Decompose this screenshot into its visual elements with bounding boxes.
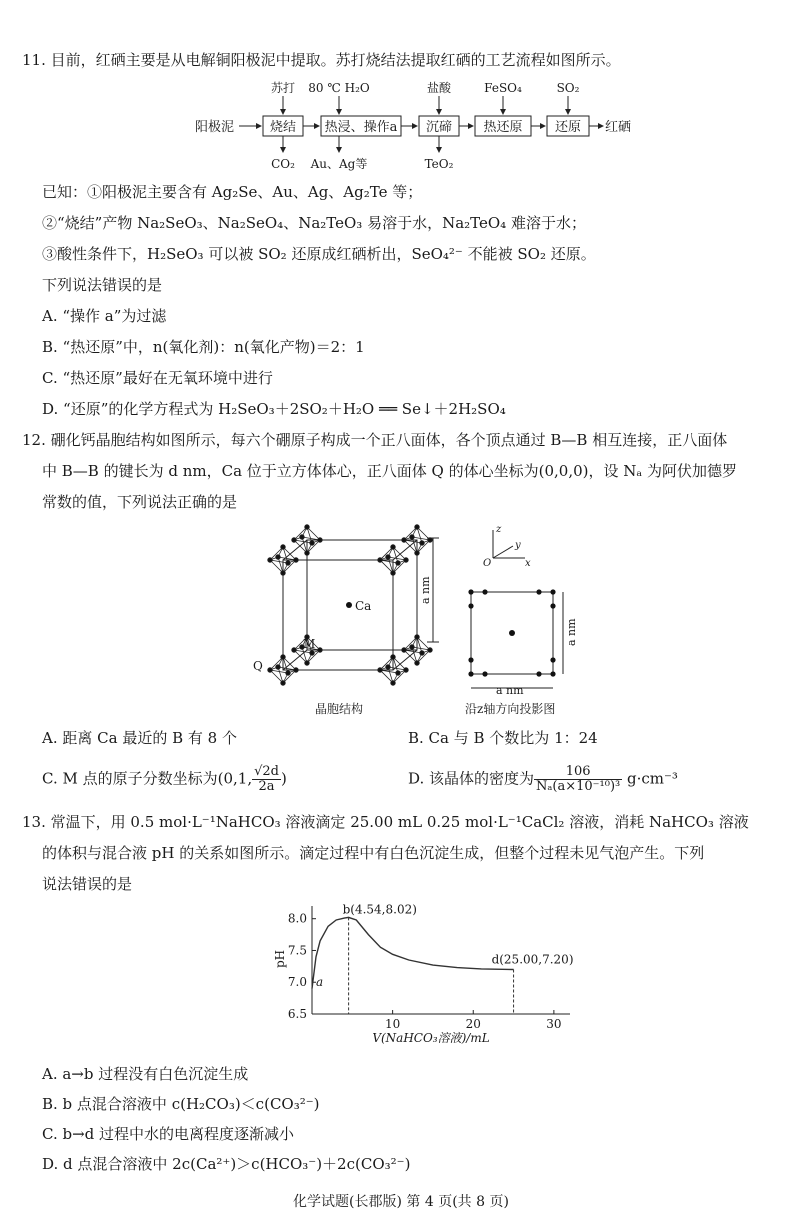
boron-atom <box>378 558 382 562</box>
flow-step-te-precip: 沉碲 <box>425 120 453 135</box>
boron-atom <box>310 541 314 545</box>
q11-option-a: A. “操作 a”为过滤 <box>42 307 167 325</box>
flow-end-label: 红硒 <box>605 120 632 135</box>
q13-stem-3: 说法错误的是 <box>42 875 133 893</box>
flow-input-soda: 苏打 <box>270 81 296 95</box>
flow-step-leach: 热浸、操作a <box>324 120 398 135</box>
boron-atom <box>391 681 395 685</box>
ca-atom <box>346 602 352 608</box>
boron-atom <box>391 655 395 659</box>
q13-option-a: A. a→b 过程没有白色沉淀生成 <box>42 1065 249 1083</box>
q12-option-c <box>42 765 287 794</box>
boron-atom <box>281 545 285 549</box>
projection-boron-atom <box>468 671 473 676</box>
q12-option-b: B. Ca 与 B 个数比为 1：24 <box>408 729 598 747</box>
x-tick-label: 10 <box>384 1017 401 1031</box>
boron-atom <box>318 538 322 542</box>
axis-z-label: z <box>496 524 502 535</box>
boron-atom <box>404 558 408 562</box>
boron-atom <box>391 571 395 575</box>
q13-stem-1: 13. 常温下，用 0.5 mol·L⁻¹NaHCO₃ 溶液滴定 25.00 mL 0.25 mol·L⁻¹CaCl₂ 溶液，消耗 NaHCO₃ 溶液 <box>22 813 749 831</box>
flow-start-label: 阳极泥 <box>195 120 235 135</box>
projection-boron-atom <box>550 603 555 608</box>
q12-option-d-den: Nₐ(a×10⁻¹⁰)³ <box>536 779 621 794</box>
page-footer: 化学试题(长郡版) 第 4 页(共 8 页) <box>293 1194 509 1210</box>
q13-option-d: D. d 点混合溶液中 2c(Ca²⁺)＞c(HCO₃⁻)＋2c(CO₃²⁻) <box>42 1155 411 1173</box>
boron-atom <box>415 635 419 639</box>
flow-output-teo2: TeO₂ <box>424 157 454 171</box>
y-tick-label: 6.5 <box>287 1007 307 1021</box>
boron-atom <box>292 538 296 542</box>
q12-option-c-suffix: ) <box>280 769 287 788</box>
projection-center-atom <box>509 630 515 636</box>
annotation-b: b(4.54,8.02) <box>342 902 417 917</box>
boron-atom <box>268 558 272 562</box>
q12-option-c-prefix: C. M 点的原子分数坐标为(0,1, <box>42 769 253 788</box>
flow-output-au-ag: Au、Ag等 <box>310 157 368 171</box>
boron-atom <box>386 555 390 559</box>
axis-x-label: x <box>525 558 531 569</box>
boron-atom <box>396 671 400 675</box>
q12-stem-3: 常数的值，下列说法正确的是 <box>42 493 238 511</box>
boron-atom <box>276 665 280 669</box>
projection-boron-atom <box>550 671 555 676</box>
boron-atom <box>391 545 395 549</box>
label-a-nm-projection-side: a nm <box>565 618 578 646</box>
boron-atom <box>294 558 298 562</box>
boron-atom <box>281 655 285 659</box>
label-ca: Ca <box>355 599 372 613</box>
projection-boron-atom <box>468 603 473 608</box>
projection-boron-atom <box>468 589 473 594</box>
flow-step-hot-reduce: 热还原 <box>483 120 523 135</box>
boron-atom <box>300 535 304 539</box>
projection-boron-atom <box>536 589 541 594</box>
boron-atom <box>404 668 408 672</box>
boron-atom <box>428 648 432 652</box>
label-a-nm-projection-bottom: a nm <box>496 684 524 697</box>
boron-atom <box>415 661 419 665</box>
q13-option-b: B. b 点混合溶液中 c(H₂CO₃)＜c(CO₃²⁻) <box>42 1095 320 1113</box>
boron-atom <box>268 668 272 672</box>
q12-option-c-den: 2a <box>258 779 275 794</box>
label-m: M <box>303 637 316 651</box>
q11-option-d: D. “还原”的化学方程式为 H₂SeO₃＋2SO₂＋H₂O ══ Se↓＋2H₂SO₄ <box>42 400 506 418</box>
label-q: Q <box>253 659 263 673</box>
y-tick-label: 7.0 <box>287 975 307 990</box>
q11-option-b: B. “热还原”中，n(氧化剂)：n(氧化产物)＝2：1 <box>42 338 365 356</box>
q12-option-d <box>408 765 678 794</box>
q12-option-c-num: √2d <box>254 764 279 779</box>
boron-atom <box>294 668 298 672</box>
boron-atom <box>292 648 296 652</box>
label-a-nm-vertical: a nm <box>419 576 432 604</box>
q11-flowchart <box>195 78 645 174</box>
q12-option-d-suffix: g·cm⁻³ <box>622 769 678 788</box>
flow-input-water: 80 ℃ H₂O <box>308 81 370 95</box>
projection-boron-atom <box>482 671 487 676</box>
q13-ph-chart <box>270 896 580 1046</box>
q13-option-c: C. b→d 过程中水的电离程度逐渐减小 <box>42 1125 295 1143</box>
boron-atom <box>305 551 309 555</box>
boron-atom <box>420 651 424 655</box>
q12-option-d-num: 106 <box>534 765 622 780</box>
q11-known-3: ③酸性条件下，H₂SeO₃ 可以被 SO₂ 还原成红硒析出，SeO₄²⁻ 不能被 SO₂ 还原。 <box>42 245 596 263</box>
ph-curve <box>312 917 514 988</box>
boron-atom <box>386 665 390 669</box>
boron-atom <box>396 561 400 565</box>
q11-known-1: 已知：①阳极泥主要含有 Ag₂Se、Au、Ag、Ag₂Te 等； <box>42 183 423 201</box>
y-tick-label: 8.0 <box>287 911 307 926</box>
q11-stem: 11. 目前，红硒主要是从电解铜阳极泥中提取。苏打烧结法提取红硒的工艺流程如图所示。 <box>22 51 621 69</box>
x-tick-label: 30 <box>546 1017 562 1031</box>
boron-atom <box>415 551 419 555</box>
flow-step-sinter: 烧结 <box>269 120 297 135</box>
flow-step-reduce: 还原 <box>554 120 582 135</box>
q12-option-d-prefix: D. 该晶体的密度为 <box>408 769 535 788</box>
projection-boron-atom <box>468 657 473 662</box>
boron-atom <box>415 525 419 529</box>
q11-ask: 下列说法错误的是 <box>42 276 163 294</box>
flow-input-feso4: FeSO₄ <box>484 81 522 95</box>
boron-atom <box>378 668 382 672</box>
boron-atom <box>402 538 406 542</box>
flow-input-so2: SO₂ <box>556 81 580 95</box>
q12-crystal-figure <box>245 518 585 718</box>
annotation-d: d(25.00,7.20) <box>491 952 574 967</box>
axis-y-label: y <box>515 540 521 551</box>
boron-atom <box>305 525 309 529</box>
flow-output-co2: CO₂ <box>271 157 295 171</box>
flow-input-hcl: 盐酸 <box>426 81 452 95</box>
boron-atom <box>286 671 290 675</box>
projection-boron-atom <box>550 589 555 594</box>
q12-option-a: A. 距离 Ca 最近的 B 有 8 个 <box>42 729 237 747</box>
projection-boron-atom <box>550 657 555 662</box>
axis-origin-label: O <box>483 558 492 569</box>
y-tick-label: 7.5 <box>287 943 307 958</box>
y-axis-label: pH <box>273 949 287 968</box>
x-tick-label: 20 <box>465 1017 481 1031</box>
q11-option-c: C. “热还原”最好在无氧环境中进行 <box>42 369 273 387</box>
q11-known-2: ②“烧结”产物 Na₂SeO₃、Na₂SeO₄、Na₂TeO₃ 易溶于水，Na₂TeO₄ 难溶于水； <box>42 214 586 232</box>
projection-boron-atom <box>482 589 487 594</box>
q12-stem-2: 中 B—B 的键长为 d nm，Ca 位于立方体体心，正八面体 Q 的体心坐标为(0,0,0)，设 Nₐ 为阿伏加德罗 <box>42 462 737 480</box>
boron-atom <box>318 648 322 652</box>
boron-atom <box>420 541 424 545</box>
boron-atom <box>281 571 285 575</box>
boron-atom <box>276 555 280 559</box>
projection-boron-atom <box>536 671 541 676</box>
annotation-a: a <box>316 975 324 990</box>
q13-stem-2: 的体积与混合液 pH 的关系如图所示。滴定过程中有白色沉淀生成，但整个过程未见气泡产生。下列 <box>42 844 705 862</box>
boron-atom <box>310 651 314 655</box>
x-axis-label: V(NaHCO₃溶液)/mL <box>372 1031 490 1045</box>
q12-stem-1: 12. 硼化钙晶胞结构如图所示，每六个硼原子构成一个正八面体，各个顶点通过 B—B 相互连接，正八面体 <box>22 431 728 449</box>
boron-atom <box>305 661 309 665</box>
boron-atom <box>286 561 290 565</box>
boron-atom <box>402 648 406 652</box>
boron-atom <box>410 535 414 539</box>
boron-atom <box>281 681 285 685</box>
boron-atom <box>410 645 414 649</box>
caption-cell-structure: 晶胞结构 <box>315 702 364 716</box>
caption-z-projection: 沿z轴方向投影图 <box>465 702 556 716</box>
